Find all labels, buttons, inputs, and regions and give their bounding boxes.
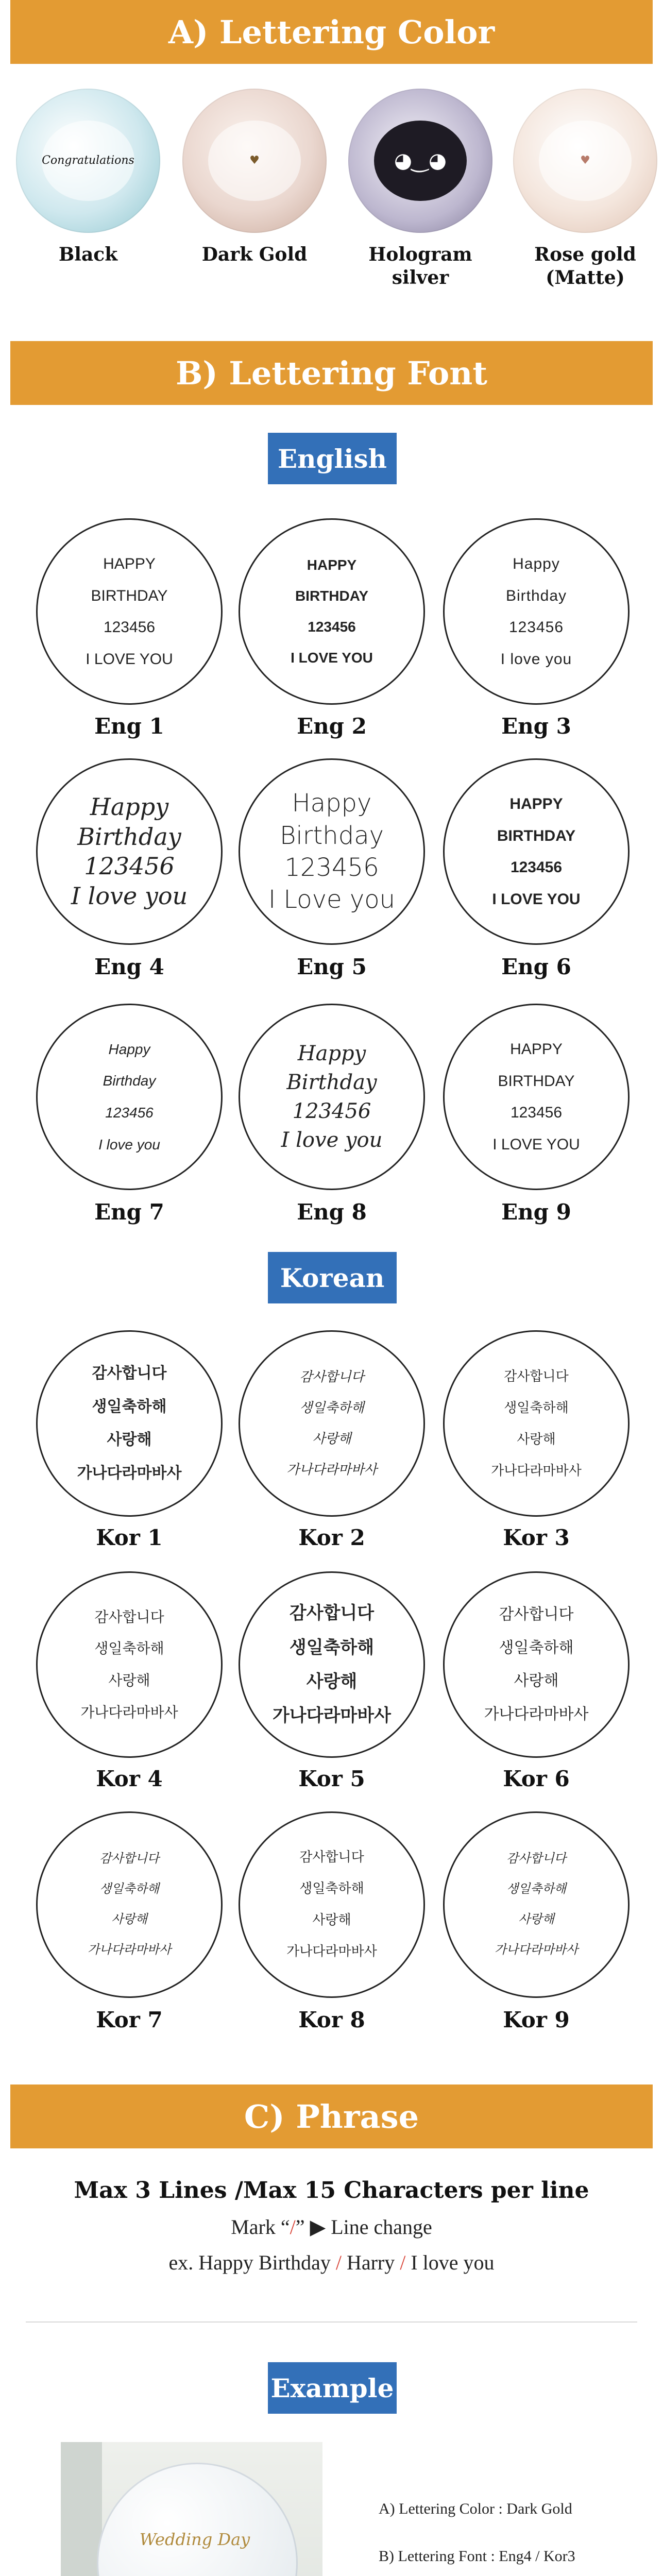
font-sample-kor9[interactable]: 감사합니다 생일축하해 사랑해 가나다라마바사 xyxy=(443,1811,630,1998)
section-c-banner xyxy=(10,2084,653,2148)
color-option-rose-gold[interactable] xyxy=(508,89,662,290)
section-a-banner xyxy=(10,0,653,64)
font-label: Eng 2 xyxy=(297,714,367,739)
color-option-black[interactable] xyxy=(11,89,165,266)
balloon-image xyxy=(182,89,327,233)
balloon-image xyxy=(97,2463,298,2576)
font-label: Eng 4 xyxy=(94,954,164,979)
balloon-image xyxy=(513,89,657,233)
color-name: Hologram silver xyxy=(368,244,472,289)
font-label: Eng 3 xyxy=(501,714,571,739)
color-name: Black xyxy=(58,244,118,265)
font-sample-eng9[interactable]: HAPPY BIRTHDAY 123456 I LOVE YOU xyxy=(443,1004,630,1190)
font-sample-eng1[interactable]: HAPPY BIRTHDAY 123456 I LOVE YOU xyxy=(36,518,223,705)
font-sample-kor2[interactable]: 감사합니다 생일축하해 사랑해 가나다라마바사 xyxy=(239,1330,425,1517)
font-sample-kor1[interactable]: 감사합니다 생일축하해 사랑해 가나다라마바사 xyxy=(36,1330,223,1517)
font-sample-eng8[interactable]: Happy Birthday 123456 I love you xyxy=(239,1004,425,1190)
section-b-title: B) Lettering Font xyxy=(175,354,487,392)
section-b-banner xyxy=(10,341,653,405)
section-a-title: A) Lettering Color xyxy=(168,13,495,51)
font-label: Kor 6 xyxy=(503,1766,570,1791)
font-label: Eng 9 xyxy=(501,1199,571,1225)
balloon-lettering: ♥ xyxy=(208,121,300,201)
font-label: Eng 7 xyxy=(94,1199,164,1225)
section-c-title: C) Phrase xyxy=(244,2097,419,2136)
example-label: Example xyxy=(270,2372,394,2403)
phrase-mark-rule: Mark “/” ▶ Line change xyxy=(231,2215,432,2239)
font-label: Kor 1 xyxy=(96,1525,163,1550)
font-sample-eng4[interactable]: Happy Birthday 123456 I love you xyxy=(36,758,223,945)
font-sample-kor5[interactable]: 감사합니다 생일축하해 사랑해 가나다라마바사 xyxy=(239,1571,425,1758)
font-label: Eng 6 xyxy=(501,954,571,979)
color-name: Dark Gold xyxy=(201,244,308,265)
font-label: Kor 7 xyxy=(96,2007,163,2032)
font-label: Kor 2 xyxy=(298,1525,365,1550)
english-label: English xyxy=(278,443,387,474)
phrase-limit: Max 3 Lines /Max 15 Characters per line xyxy=(74,2177,589,2204)
balloon-image xyxy=(16,89,160,233)
balloon-image xyxy=(348,89,492,233)
character-icon: ◕‿◕ xyxy=(374,121,466,201)
balloon-lettering: Congratulations xyxy=(42,121,134,201)
font-label: Kor 4 xyxy=(96,1766,163,1791)
color-name: Rose gold (Matte) xyxy=(534,244,636,289)
detail-font: B) Lettering Font : Eng4 / Kor3 xyxy=(379,2548,575,2565)
phrase-example: ex. Happy Birthday / Harry / I love you xyxy=(168,2251,495,2274)
font-label: Kor 3 xyxy=(503,1525,570,1550)
phrase-rules xyxy=(0,2177,663,2275)
font-sample-eng2[interactable]: HAPPY BIRTHDAY 123456 I LOVE YOU xyxy=(239,518,425,705)
font-label: Eng 8 xyxy=(297,1199,367,1225)
color-option-dark-gold[interactable] xyxy=(177,89,332,266)
font-sample-kor7[interactable]: 감사합니다 생일축하해 사랑해 가나다라마바사 xyxy=(36,1811,223,1998)
font-sample-kor3[interactable]: 감사합니다 생일축하해 사랑해 가나다라마바사 xyxy=(443,1330,630,1517)
font-label: Kor 5 xyxy=(298,1766,365,1791)
font-sample-kor8[interactable]: 감사합니다 생일축하해 사랑해 가나다라마바사 xyxy=(239,1811,425,1998)
font-label: Kor 9 xyxy=(503,2007,570,2032)
font-sample-eng3[interactable]: Happy Birthday 123456 I love you xyxy=(443,518,630,705)
font-sample-eng6[interactable]: HAPPY BIRTHDAY 123456 I LOVE YOU xyxy=(443,758,630,945)
balloon-lettering: Wedding Day xyxy=(139,2530,250,2549)
font-label: Eng 1 xyxy=(94,714,164,739)
font-label: Eng 5 xyxy=(297,954,367,979)
font-sample-kor6[interactable]: 감사합니다 생일축하해 사랑해 가나다라마바사 xyxy=(443,1571,630,1758)
detail-color: A) Lettering Color : Dark Gold xyxy=(379,2500,572,2517)
example-heading xyxy=(268,2362,397,2414)
divider xyxy=(26,2321,637,2323)
font-sample-kor4[interactable]: 감사합니다 생일축하해 사랑해 가나다라마바사 xyxy=(36,1571,223,1758)
color-option-hologram-silver[interactable] xyxy=(343,89,498,290)
english-heading xyxy=(268,433,397,484)
korean-heading xyxy=(268,1252,397,1303)
font-sample-eng5[interactable]: Happy Birthday 123456 I Love you xyxy=(239,758,425,945)
example-photo-1 xyxy=(61,2442,322,2576)
balloon-lettering: ♥ xyxy=(539,121,631,201)
korean-label: Korean xyxy=(280,1262,385,1293)
font-sample-eng7[interactable]: Happy Birthday 123456 I love you xyxy=(36,1004,223,1190)
font-label: Kor 8 xyxy=(298,2007,365,2032)
